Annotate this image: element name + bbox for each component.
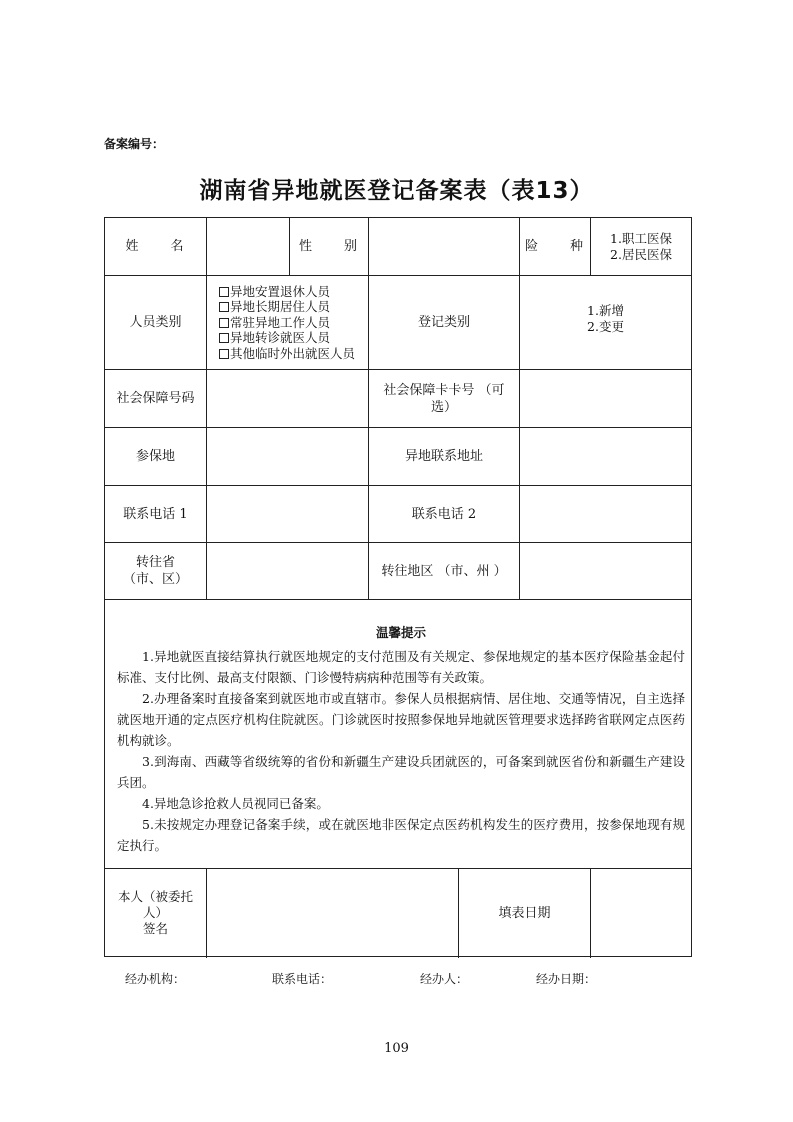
checkbox-item[interactable]: 常驻异地工作人员 [219, 315, 355, 331]
remote-address-label: 异地联系地址 [404, 449, 483, 464]
name-label: 姓 名 [125, 239, 186, 254]
applicant-signature-label: 本人（被委托 人） 签名 [117, 889, 193, 936]
notice-title: 温馨提示 [375, 625, 426, 640]
gender-field[interactable] [369, 218, 519, 275]
phone-1-label: 联系电话 1 [123, 506, 188, 522]
footer-phone-label: 联系电话： [272, 972, 333, 986]
page-number: 109 [384, 1041, 409, 1056]
checkbox-icon[interactable] [219, 349, 229, 359]
gender-label: 性 别 [298, 239, 359, 254]
checkbox-item[interactable]: 异地转诊就医人员 [219, 330, 355, 346]
applicant-signature-field[interactable] [207, 869, 458, 957]
social-security-number-field[interactable] [207, 370, 368, 427]
notice-item: 1.异地就医直接结算执行就医地规定的支付范围及有关规定、参保地规定的基本医疗保险基金起付标准、支付比例、最高支付限额、门诊慢特病病种范围等有关政策。 [117, 649, 685, 685]
social-security-card-field[interactable] [520, 370, 691, 427]
insured-place-label: 参保地 [135, 449, 175, 464]
insurance-type-label: 险 种 [524, 239, 585, 254]
social-security-card-label: 社会保障卡卡号 （可选） [383, 382, 505, 415]
insurance-type-options[interactable] [591, 218, 691, 275]
checkbox-icon[interactable] [219, 318, 229, 328]
register-type-options[interactable] [520, 276, 691, 369]
register-option-change: 2.变更 [587, 318, 624, 334]
checkbox-icon[interactable] [219, 287, 229, 297]
footer-agency-label: 经办机构： [125, 972, 186, 986]
register-option-new: 1.新增 [587, 302, 624, 318]
footer-handler-label: 经办人： [420, 972, 469, 986]
footer-date-label: 经办日期： [536, 972, 597, 986]
notice-item: 3.到海南、西藏等省级统筹的省份和新疆生产建设兵团就医的，可备案到就医省份和新疆生产建设兵团。 [117, 754, 685, 790]
social-security-number-label: 社会保障号码 [116, 391, 195, 406]
phone-2-field[interactable] [520, 486, 691, 542]
name-field[interactable] [207, 218, 289, 275]
notice-item: 4.异地急诊抢救人员视同已备案。 [142, 796, 329, 811]
checkbox-item[interactable]: 异地安置退休人员 [219, 284, 355, 300]
insurance-option-employee: 1.职工医保 [610, 230, 672, 246]
person-category-label: 人员类别 [129, 315, 182, 330]
notice-item: 2.办理备案时直接备案到就医地市或直辖市。参保人员根据病情、居住地、交通等情况，自主选择就医地开通的定点医疗机构住院就医。门诊就医时按照参保地异地就医管理要求选择跨省联网定点医药机构就诊。 [117, 691, 685, 748]
destination-region-label: 转往地区 （市、州 ） [381, 563, 507, 579]
checkbox-item[interactable]: 其他临时外出就医人员 [219, 346, 355, 362]
person-category-checklist [207, 276, 368, 369]
destination-province-label: 转往省 （市、区） [122, 555, 188, 587]
destination-region-field[interactable] [520, 543, 691, 599]
notice-section [105, 600, 693, 868]
destination-province-field[interactable] [207, 543, 368, 599]
notice-item: 5.未按规定办理登记备案手续，或在就医地非医保定点医药机构发生的医疗费用，按参保地现有规定执行。 [117, 817, 685, 853]
phone-2-label: 联系电话 2 [411, 506, 477, 522]
insurance-option-resident: 2.居民医保 [610, 246, 672, 262]
record-number-label: 备案编号： [104, 137, 165, 151]
fill-date-field[interactable] [591, 869, 691, 957]
register-type-label: 登记类别 [417, 315, 470, 330]
checkbox-icon[interactable] [219, 302, 229, 312]
form-title: 湖南省异地就医登记备案表（表13） [199, 178, 594, 204]
registration-form-table [104, 217, 692, 957]
remote-address-field[interactable] [520, 428, 691, 485]
phone-1-field[interactable] [207, 486, 368, 542]
insured-place-field[interactable] [207, 428, 368, 485]
fill-date-label: 填表日期 [498, 905, 551, 921]
checkbox-icon[interactable] [219, 333, 229, 343]
checkbox-item[interactable]: 异地长期居住人员 [219, 299, 355, 315]
